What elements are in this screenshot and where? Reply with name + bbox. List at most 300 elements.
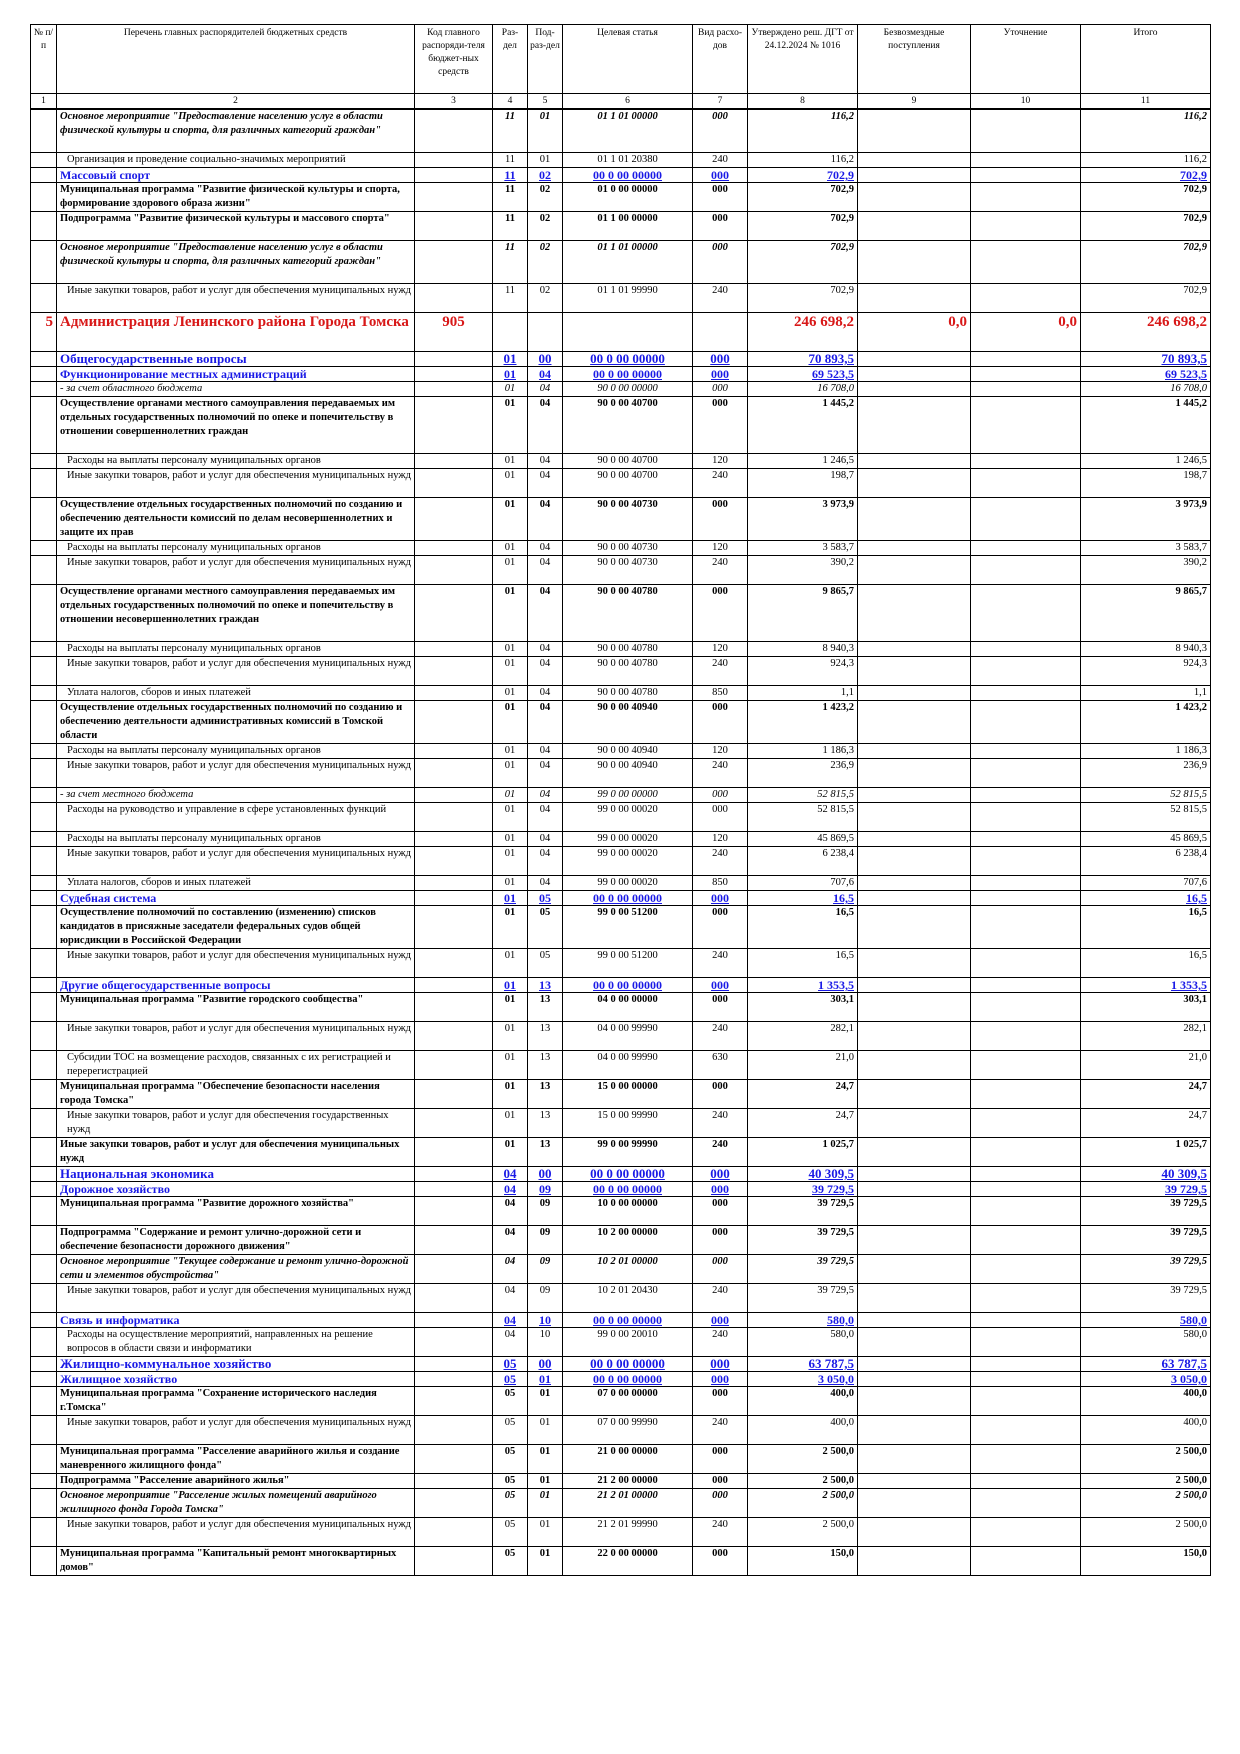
cell-name: Иные закупки товаров, работ и услуг для обеспечения муниципальных нужд (57, 1518, 415, 1547)
budget-table (30, 24, 1211, 1576)
cell-target: 99 0 00 51200 (563, 949, 693, 978)
cell-podrazdel: 01 (528, 1547, 563, 1576)
cell-free (858, 686, 971, 701)
cell-total: 150,0 (1081, 1547, 1211, 1576)
cell-clarify (971, 1416, 1081, 1445)
cell-clarify (971, 212, 1081, 241)
cell-vid: 240 (693, 153, 748, 168)
table-row (31, 993, 1211, 1022)
cell-approved: 39 729,5 (748, 1255, 858, 1284)
cell-podrazdel: 13 (528, 1051, 563, 1080)
cell-name: Жилищно-коммунальное хозяйство (57, 1357, 415, 1372)
cell-code (415, 382, 493, 397)
cell-razdel: 04 (493, 1284, 528, 1313)
cell-free (858, 993, 971, 1022)
cell-approved: 1 445,2 (748, 397, 858, 454)
cell-target: 99 0 00 00020 (563, 847, 693, 876)
cell-approved: 150,0 (748, 1547, 858, 1576)
cell-free (858, 382, 971, 397)
cell-clarify (971, 1051, 1081, 1080)
cell-no (31, 397, 57, 454)
cell-total: 16,5 (1081, 906, 1211, 949)
cell-name: Иные закупки товаров, работ и услуг для обеспечения муниципальных нужд (57, 759, 415, 788)
cell-code (415, 906, 493, 949)
cell-podrazdel: 01 (528, 1518, 563, 1547)
cell-podrazdel: 01 (528, 1372, 563, 1387)
cell-approved: 16 708,0 (748, 382, 858, 397)
cell-no (31, 1313, 57, 1328)
cell-no (31, 183, 57, 212)
column-number: 11 (1081, 94, 1211, 110)
cell-no (31, 642, 57, 657)
cell-razdel: 01 (493, 949, 528, 978)
header-clarify: Уточнение (971, 25, 1081, 94)
table-row (31, 498, 1211, 541)
table-row (31, 541, 1211, 556)
cell-podrazdel: 13 (528, 993, 563, 1022)
cell-no (31, 1489, 57, 1518)
table-row (31, 1489, 1211, 1518)
cell-no (31, 1138, 57, 1167)
cell-clarify (971, 1080, 1081, 1109)
cell-target: 10 0 00 00000 (563, 1197, 693, 1226)
cell-approved: 16,5 (748, 906, 858, 949)
cell-podrazdel: 01 (528, 109, 563, 153)
cell-vid: 240 (693, 1416, 748, 1445)
cell-podrazdel: 13 (528, 978, 563, 993)
cell-free (858, 949, 971, 978)
cell-name: Иные закупки товаров, работ и услуг для обеспечения муниципальных нужд (57, 657, 415, 686)
cell-clarify (971, 978, 1081, 993)
cell-no (31, 556, 57, 585)
cell-code (415, 109, 493, 153)
cell-target: 00 0 00 00000 (563, 1357, 693, 1372)
table-row (31, 556, 1211, 585)
cell-free (858, 1489, 971, 1518)
cell-podrazdel (528, 313, 563, 352)
cell-clarify (971, 788, 1081, 803)
cell-clarify (971, 1255, 1081, 1284)
cell-name: Жилищное хозяйство (57, 1372, 415, 1387)
cell-approved: 3 973,9 (748, 498, 858, 541)
cell-no (31, 1416, 57, 1445)
cell-free (858, 1109, 971, 1138)
cell-name: Муниципальная программа "Развитие физической культуры и спорта, формирование здорового образа жизни" (57, 183, 415, 212)
cell-free (858, 847, 971, 876)
cell-total: 400,0 (1081, 1387, 1211, 1416)
cell-target: 00 0 00 00000 (563, 1182, 693, 1197)
cell-vid: 240 (693, 1328, 748, 1357)
cell-total: 63 787,5 (1081, 1357, 1211, 1372)
table-row (31, 382, 1211, 397)
cell-razdel: 01 (493, 1022, 528, 1051)
cell-total: 924,3 (1081, 657, 1211, 686)
cell-podrazdel: 05 (528, 906, 563, 949)
cell-vid: 240 (693, 284, 748, 313)
cell-name: Основное мероприятие "Предоставление населению услуг в области физической культуры и спорта, для различных категорий граждан" (57, 109, 415, 153)
cell-total: 390,2 (1081, 556, 1211, 585)
cell-razdel: 01 (493, 498, 528, 541)
cell-vid: 000 (693, 183, 748, 212)
cell-razdel: 05 (493, 1357, 528, 1372)
cell-razdel: 05 (493, 1387, 528, 1416)
cell-code (415, 1357, 493, 1372)
column-number: 5 (528, 94, 563, 110)
cell-name: Основное мероприятие "Расселение жилых помещений аварийного жилищного фонда Города Томска" (57, 1489, 415, 1518)
cell-total: 39 729,5 (1081, 1284, 1211, 1313)
cell-clarify (971, 1022, 1081, 1051)
cell-vid: 000 (693, 1372, 748, 1387)
cell-name: Администрация Ленинского района Города Томска (57, 313, 415, 352)
column-number: 3 (415, 94, 493, 110)
table-row (31, 1226, 1211, 1255)
table-row (31, 284, 1211, 313)
cell-no (31, 1518, 57, 1547)
table-row (31, 454, 1211, 469)
cell-clarify (971, 1313, 1081, 1328)
cell-free (858, 1387, 971, 1416)
cell-clarify (971, 284, 1081, 313)
cell-razdel: 11 (493, 212, 528, 241)
cell-no (31, 382, 57, 397)
cell-target: 90 0 00 40700 (563, 454, 693, 469)
cell-code (415, 1182, 493, 1197)
cell-target: 21 2 00 00000 (563, 1474, 693, 1489)
cell-podrazdel: 02 (528, 183, 563, 212)
cell-podrazdel: 01 (528, 1416, 563, 1445)
cell-podrazdel: 01 (528, 1387, 563, 1416)
cell-approved: 1,1 (748, 686, 858, 701)
cell-approved: 16,5 (748, 949, 858, 978)
cell-razdel: 01 (493, 993, 528, 1022)
cell-approved: 580,0 (748, 1313, 858, 1328)
cell-clarify (971, 153, 1081, 168)
cell-target: 10 2 01 20430 (563, 1284, 693, 1313)
cell-total: 580,0 (1081, 1328, 1211, 1357)
cell-clarify: 0,0 (971, 313, 1081, 352)
header-target: Целевая статья (563, 25, 693, 94)
table-row (31, 642, 1211, 657)
cell-total: 702,9 (1081, 241, 1211, 284)
cell-target: 00 0 00 00000 (563, 1167, 693, 1182)
cell-total: 16,5 (1081, 891, 1211, 906)
table-row (31, 876, 1211, 891)
cell-code (415, 1080, 493, 1109)
table-row (31, 1182, 1211, 1197)
cell-vid: 000 (693, 788, 748, 803)
cell-free (858, 978, 971, 993)
cell-free (858, 241, 971, 284)
cell-total: 2 500,0 (1081, 1474, 1211, 1489)
cell-approved: 39 729,5 (748, 1182, 858, 1197)
cell-code (415, 847, 493, 876)
cell-free (858, 1022, 971, 1051)
cell-approved: 1 186,3 (748, 744, 858, 759)
cell-target: 90 0 00 40780 (563, 585, 693, 642)
cell-approved: 400,0 (748, 1387, 858, 1416)
cell-vid: 000 (693, 993, 748, 1022)
cell-vid: 000 (693, 1255, 748, 1284)
table-row (31, 1197, 1211, 1226)
cell-approved: 2 500,0 (748, 1518, 858, 1547)
cell-podrazdel: 04 (528, 498, 563, 541)
cell-approved: 1 246,5 (748, 454, 858, 469)
cell-approved: 303,1 (748, 993, 858, 1022)
cell-vid: 000 (693, 1167, 748, 1182)
cell-free (858, 759, 971, 788)
cell-approved: 3 050,0 (748, 1372, 858, 1387)
cell-code (415, 1387, 493, 1416)
cell-total: 21,0 (1081, 1051, 1211, 1080)
cell-no (31, 241, 57, 284)
cell-clarify (971, 891, 1081, 906)
table-row (31, 1328, 1211, 1357)
cell-free (858, 1167, 971, 1182)
table-row (31, 352, 1211, 367)
cell-podrazdel: 01 (528, 1445, 563, 1474)
cell-approved: 39 729,5 (748, 1226, 858, 1255)
cell-approved: 40 309,5 (748, 1167, 858, 1182)
cell-clarify (971, 847, 1081, 876)
header-approved: Утверждено реш. ДГТ от 24.12.2024 № 1016 (748, 25, 858, 94)
cell-name: Подпрограмма "Содержание и ремонт улично-дорожной сети и обеспечение безопасности дорожного движения" (57, 1226, 415, 1255)
cell-name: Уплата налогов, сборов и иных платежей (57, 876, 415, 891)
cell-clarify (971, 993, 1081, 1022)
cell-free (858, 469, 971, 498)
cell-free (858, 367, 971, 382)
cell-name: - за счет областного бюджета (57, 382, 415, 397)
table-row (31, 788, 1211, 803)
table-row (31, 1518, 1211, 1547)
cell-target: 01 1 01 00000 (563, 109, 693, 153)
cell-name: Расходы на выплаты персоналу муниципальных органов (57, 454, 415, 469)
cell-clarify (971, 352, 1081, 367)
cell-total: 39 729,5 (1081, 1182, 1211, 1197)
cell-free (858, 284, 971, 313)
cell-total: 52 815,5 (1081, 803, 1211, 832)
cell-podrazdel: 09 (528, 1226, 563, 1255)
cell-approved: 702,9 (748, 168, 858, 183)
table-row (31, 1138, 1211, 1167)
table-row (31, 469, 1211, 498)
cell-razdel: 01 (493, 686, 528, 701)
cell-name: Муниципальная программа "Сохранение исторического наследия г.Томска" (57, 1387, 415, 1416)
cell-razdel: 05 (493, 1474, 528, 1489)
cell-no (31, 109, 57, 153)
cell-podrazdel: 04 (528, 469, 563, 498)
cell-vid: 000 (693, 1489, 748, 1518)
cell-vid: 000 (693, 168, 748, 183)
cell-name: Расходы на выплаты персоналу муниципальных органов (57, 832, 415, 847)
cell-approved: 24,7 (748, 1109, 858, 1138)
cell-clarify (971, 1284, 1081, 1313)
cell-razdel: 01 (493, 352, 528, 367)
cell-approved: 39 729,5 (748, 1284, 858, 1313)
cell-target: 90 0 00 40940 (563, 759, 693, 788)
cell-total: 3 050,0 (1081, 1372, 1211, 1387)
cell-razdel: 04 (493, 1328, 528, 1357)
cell-approved: 580,0 (748, 1328, 858, 1357)
cell-razdel: 05 (493, 1445, 528, 1474)
cell-code (415, 397, 493, 454)
cell-code (415, 1051, 493, 1080)
cell-clarify (971, 1167, 1081, 1182)
cell-vid: 000 (693, 212, 748, 241)
cell-clarify (971, 1226, 1081, 1255)
cell-free (858, 788, 971, 803)
cell-free (858, 498, 971, 541)
cell-no (31, 1109, 57, 1138)
cell-approved: 702,9 (748, 212, 858, 241)
cell-target: 99 0 00 00020 (563, 832, 693, 847)
cell-no (31, 153, 57, 168)
cell-target: 90 0 00 40780 (563, 686, 693, 701)
cell-clarify (971, 1445, 1081, 1474)
cell-podrazdel: 02 (528, 284, 563, 313)
cell-no (31, 1474, 57, 1489)
cell-vid: 000 (693, 1226, 748, 1255)
cell-name: Расходы на выплаты персоналу муниципальных органов (57, 541, 415, 556)
cell-name: Иные закупки товаров, работ и услуг для обеспечения муниципальных нужд (57, 1416, 415, 1445)
cell-total: 198,7 (1081, 469, 1211, 498)
cell-free (858, 1547, 971, 1576)
cell-vid: 120 (693, 454, 748, 469)
cell-name: Функционирование местных администраций (57, 367, 415, 382)
header-vid: Вид расхо-дов (693, 25, 748, 94)
cell-clarify (971, 686, 1081, 701)
cell-name: Судебная система (57, 891, 415, 906)
cell-no (31, 1357, 57, 1372)
cell-target: 07 0 00 99990 (563, 1416, 693, 1445)
cell-vid: 000 (693, 382, 748, 397)
column-number: 8 (748, 94, 858, 110)
cell-vid (693, 313, 748, 352)
cell-free (858, 556, 971, 585)
cell-code (415, 1445, 493, 1474)
cell-free (858, 1197, 971, 1226)
cell-vid: 000 (693, 1547, 748, 1576)
cell-razdel: 01 (493, 367, 528, 382)
cell-total: 8 940,3 (1081, 642, 1211, 657)
cell-podrazdel: 10 (528, 1313, 563, 1328)
cell-code (415, 686, 493, 701)
cell-code (415, 498, 493, 541)
cell-free (858, 657, 971, 686)
cell-free (858, 1474, 971, 1489)
cell-podrazdel: 13 (528, 1138, 563, 1167)
cell-no (31, 1284, 57, 1313)
cell-clarify (971, 1182, 1081, 1197)
cell-target: 00 0 00 00000 (563, 168, 693, 183)
cell-vid: 000 (693, 891, 748, 906)
cell-podrazdel: 10 (528, 1328, 563, 1357)
cell-podrazdel: 02 (528, 168, 563, 183)
cell-total: 2 500,0 (1081, 1445, 1211, 1474)
cell-free (858, 803, 971, 832)
cell-vid: 000 (693, 978, 748, 993)
cell-total: 702,9 (1081, 212, 1211, 241)
cell-vid: 000 (693, 701, 748, 744)
cell-clarify (971, 397, 1081, 454)
cell-podrazdel: 04 (528, 541, 563, 556)
cell-free (858, 876, 971, 891)
cell-no (31, 1022, 57, 1051)
cell-podrazdel: 01 (528, 1489, 563, 1518)
cell-target: 90 0 00 40940 (563, 744, 693, 759)
cell-podrazdel: 04 (528, 701, 563, 744)
cell-no (31, 1167, 57, 1182)
column-number: 2 (57, 94, 415, 110)
cell-podrazdel: 04 (528, 803, 563, 832)
cell-code (415, 993, 493, 1022)
cell-code (415, 454, 493, 469)
cell-name: Иные закупки товаров, работ и услуг для обеспечения муниципальных нужд (57, 949, 415, 978)
cell-razdel: 11 (493, 241, 528, 284)
cell-free (858, 1138, 971, 1167)
cell-free (858, 1051, 971, 1080)
table-row (31, 367, 1211, 382)
cell-target: 01 1 01 99990 (563, 284, 693, 313)
cell-approved: 1 423,2 (748, 701, 858, 744)
cell-target: 00 0 00 00000 (563, 891, 693, 906)
cell-code (415, 1328, 493, 1357)
cell-target: 01 1 00 00000 (563, 212, 693, 241)
cell-free (858, 397, 971, 454)
cell-target: 90 0 00 40780 (563, 642, 693, 657)
cell-name: Иные закупки товаров, работ и услуг для обеспечения муниципальных нужд (57, 847, 415, 876)
cell-no (31, 1328, 57, 1357)
cell-razdel: 11 (493, 284, 528, 313)
cell-target: 04 0 00 99990 (563, 1022, 693, 1051)
cell-no (31, 847, 57, 876)
table-row (31, 1547, 1211, 1576)
cell-clarify (971, 168, 1081, 183)
cell-approved: 52 815,5 (748, 788, 858, 803)
cell-target: 00 0 00 00000 (563, 978, 693, 993)
cell-podrazdel: 04 (528, 759, 563, 788)
cell-target: 90 0 00 40700 (563, 397, 693, 454)
cell-free (858, 454, 971, 469)
cell-code (415, 832, 493, 847)
cell-target: 22 0 00 00000 (563, 1547, 693, 1576)
cell-clarify (971, 744, 1081, 759)
header-no: № п/п (31, 25, 57, 94)
cell-no (31, 1182, 57, 1197)
cell-approved: 1 025,7 (748, 1138, 858, 1167)
cell-no (31, 585, 57, 642)
table-row (31, 744, 1211, 759)
table-row (31, 241, 1211, 284)
cell-name: Осуществление отдельных государственных полномочий по созданию и обеспечению деятельности административных комиссий в Томской области (57, 701, 415, 744)
cell-vid: 240 (693, 847, 748, 876)
cell-total: 116,2 (1081, 109, 1211, 153)
cell-code: 905 (415, 313, 493, 352)
cell-total: 303,1 (1081, 993, 1211, 1022)
cell-razdel: 01 (493, 397, 528, 454)
cell-code (415, 891, 493, 906)
cell-free (858, 1080, 971, 1109)
cell-free (858, 212, 971, 241)
cell-podrazdel: 05 (528, 949, 563, 978)
cell-no (31, 284, 57, 313)
cell-vid: 240 (693, 1518, 748, 1547)
cell-vid: 000 (693, 1387, 748, 1416)
cell-free (858, 906, 971, 949)
cell-code (415, 788, 493, 803)
cell-name: Уплата налогов, сборов и иных платежей (57, 686, 415, 701)
cell-free (858, 1445, 971, 1474)
cell-vid: 120 (693, 744, 748, 759)
